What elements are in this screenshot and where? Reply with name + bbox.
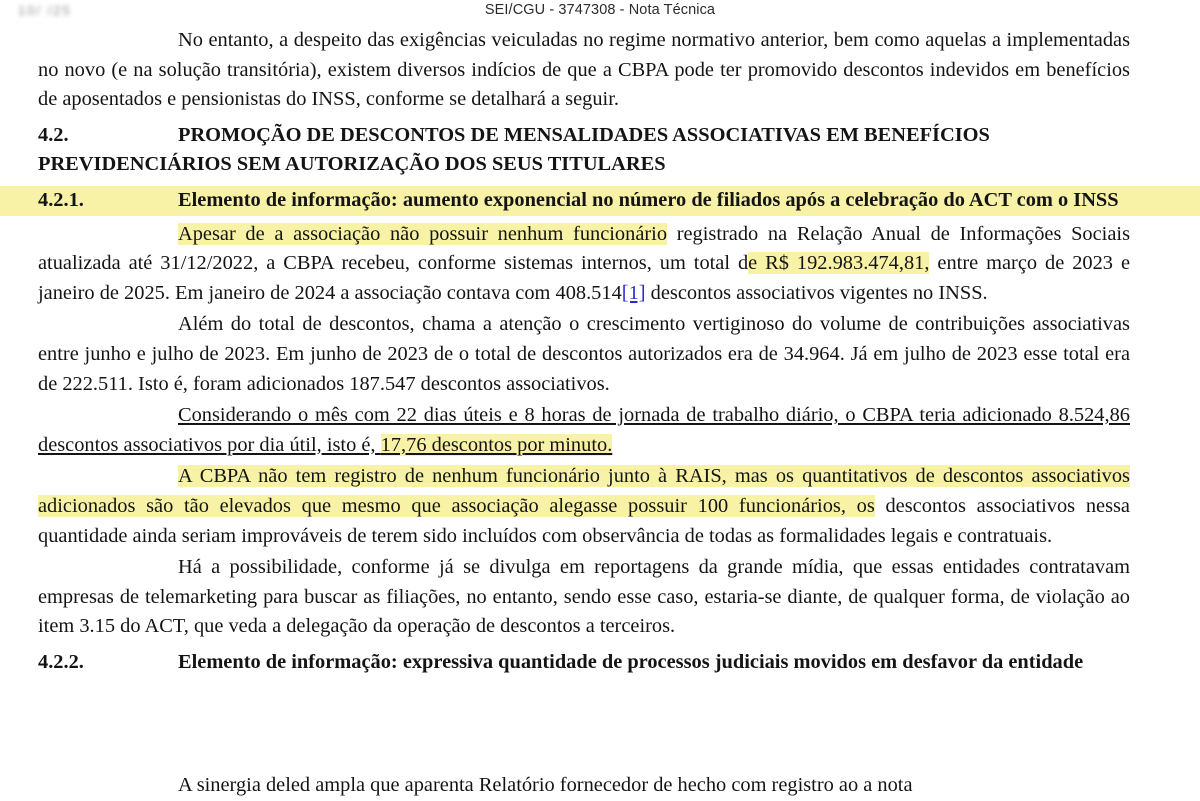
paragraph-intro: No entanto, a despeito das exigências veiculadas no regime normativo anterior, bem como aquelas a implementadas no novo (e na solução transitória), existem diversos indícios de que a CBPA pode ter promovido descontos indevidos em benefícios de aposentados e pensionistas do INSS, conforme se detalhará a seguir. bbox=[38, 29, 1130, 111]
paragraph-filiados-valores bbox=[38, 220, 1130, 309]
paragraph-rais bbox=[38, 462, 1130, 551]
clipped-next-paragraph-text: A sinergia deled ampla que aparenta Relatório fornecedor de hecho com registro ao a nota bbox=[178, 774, 913, 796]
page-running-header bbox=[0, 0, 1200, 22]
heading-4-2 bbox=[38, 121, 1130, 180]
paragraph-filiados-part-d: entre março de 2023 e janeiro de 2025. Em janeiro de 2024 a associação contava com 408.514 bbox=[38, 252, 1130, 304]
heading-4-2-1-text: Elemento de informação: aumento exponencial no número de filiados após a celebração do ACT com o INSS bbox=[178, 188, 1119, 211]
paragraph-filiados-part-b: registrado na Relação Anual de Informações Sociais atualizada até 31/12/2022, a CBPA recebeu, conforme sistemas internos, um total d bbox=[38, 222, 1130, 275]
redacted-date: 10/ /25 bbox=[18, 3, 72, 18]
highlight-rais-linha-1: A CBPA não tem registro de nenhum funcionário junto à RAIS, mas os quantitativos de descontos associativos bbox=[178, 465, 1130, 488]
footnote-link-1[interactable]: [1] bbox=[621, 281, 646, 304]
heading-4-2-1 bbox=[38, 186, 1130, 216]
paragraph-crescimento: Além do total de descontos, chama a atenção o crescimento vertiginoso do volume de contribuições associativas entre junho e julho de 2023. Em junho de 2023 de o total de descontos autorizados era de 34.964. Já em julho de 2023 esse total era de 222.511. Isto é, foram adicionados 187.547 descontos associativos. bbox=[38, 313, 1130, 395]
heading-4-2-number: 4.2. bbox=[38, 123, 69, 146]
heading-4-2-1-highlight-band bbox=[0, 186, 1200, 216]
highlight-descontos-por-minuto: 17,76 descontos por minuto. bbox=[380, 433, 613, 456]
highlight-valor-recebido: e R$ 192.983.474,81, bbox=[748, 252, 930, 275]
heading-4-2-text: PROMOÇÃO DE DESCONTOS DE MENSALIDADES ASSOCIATIVAS EM BENEFÍCIOS PREVIDENCIÁRIOS SEM AUTORIZAÇÃO DOS SEUS TITULARES bbox=[38, 123, 990, 176]
paragraph-telemarketing: Há a possibilidade, conforme já se divulga em reportagens da grande mídia, que essas entidades contratavam empresas de telemarketing para buscar as filiações, no entanto, sendo esse caso, estaria-se diante, de qualquer forma, de violação ao item 3.15 do ACT, que veda a delegação da operação de descontos a terceiros. bbox=[38, 556, 1130, 638]
paragraph-rais-resto: descontos associativos nessa quantidade ainda seriam improváveis de terem sido incluídos com observância de todas as formalidades legais e contratuais. bbox=[38, 494, 1130, 547]
paragraph-filiados-part-e: descontos associativos vigentes no INSS. bbox=[645, 281, 988, 304]
clipped-next-paragraph bbox=[38, 774, 1130, 800]
document-header-title: SEI/CGU - 3747308 - Nota Técnica bbox=[484, 2, 716, 18]
highlight-rais-linha-2: adicionados são tão elevados que mesmo que associação alegasse possuir 100 funcionários, os bbox=[38, 494, 875, 517]
paragraph-calculo-por-minuto bbox=[38, 401, 1130, 460]
heading-4-2-2-number: 4.2.2. bbox=[38, 650, 84, 673]
heading-4-2-2 bbox=[38, 648, 1130, 678]
heading-4-2-2-text: Elemento de informação: expressiva quantidade de processos judiciais movidos em desfavor da entidade bbox=[178, 650, 1084, 673]
underline-calculo-dias-uteis: Considerando o mês com 22 dias úteis e 8 horas de jornada de trabalho diário, o CBPA teria adicionado 8.524,86 descontos associativos por dia útil, isto é, bbox=[38, 404, 1130, 456]
highlight-sem-funcionario: Apesar de a associação não possuir nenhum funcionário bbox=[178, 222, 668, 245]
heading-4-2-1-number: 4.2.1. bbox=[38, 188, 84, 211]
document-body bbox=[38, 26, 1130, 681]
